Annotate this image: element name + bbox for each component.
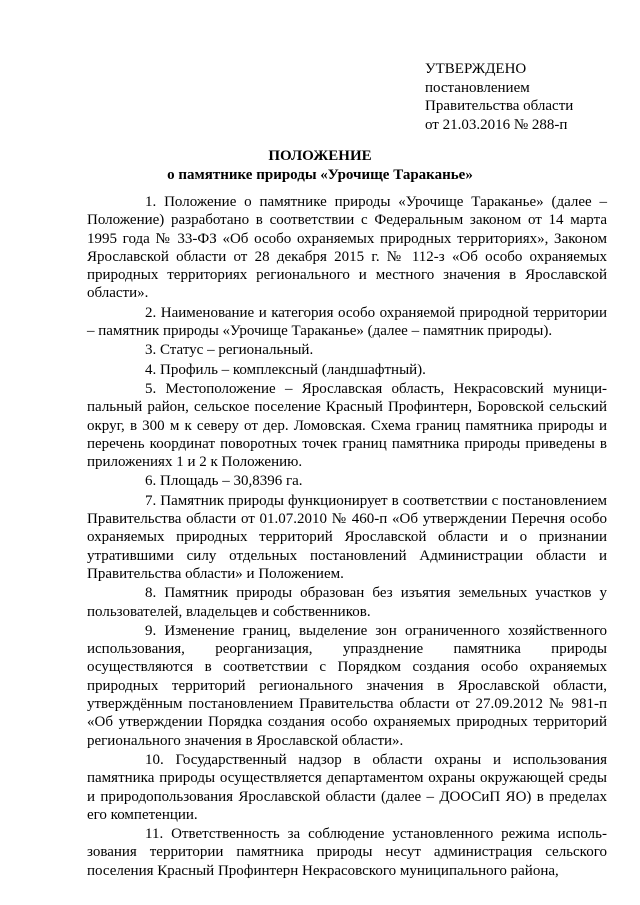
approval-line: Правительства области bbox=[425, 98, 574, 114]
paragraph-6: 6. Площадь – 30,8396 га. bbox=[145, 473, 303, 490]
paragraph-11: 11. Ответственность за соблюдение установленного режима использования территории памятника природы несут администрация сельского поселения Красный Профинтерн Некрасовского муниципального района, bbox=[87, 826, 607, 879]
approval-line: постановлением bbox=[425, 79, 530, 96]
document-body bbox=[87, 193, 607, 880]
paragraph-2: 2. Наименование и категория особо охраняемой природной территории – памятник природы «Урочище Тараканье» (далее – памятник природы). bbox=[87, 304, 607, 340]
title-main: ПОЛОЖЕНИЕ bbox=[268, 148, 372, 164]
paragraph-7: 7. Памятник природы функционирует в соответствии с постановлением Правительства области от 01.07.2010 № 460-п «Об утверждении Перечня особо охраняемых природных территорий Ярославской области и о признании утратившими силу отдельных постановлений Администрации области и Правительства области» и Положением. bbox=[87, 492, 607, 582]
paragraph-10: 10. Государственный надзор в области охраны и использования памятника природы осуществляется департаментом охраны окружающей среды и природопользования Ярославской области (далее – ДООСиП ЯО) в пределах его компетенции. bbox=[87, 751, 607, 823]
approval-date: от 21.03.2016 № 288-п bbox=[425, 116, 568, 133]
paragraph-3: 3. Статус – региональный. bbox=[145, 342, 314, 359]
approval-heading: УТВЕРЖДЕНО bbox=[425, 61, 527, 77]
title-subtitle: о памятнике природы «Урочище Тараканье» bbox=[167, 167, 473, 183]
document-title bbox=[0, 147, 640, 185]
paragraph-8: 8. Памятник природы образован без изъятия земельных участков у пользователей, владельцев и собственников. bbox=[87, 585, 607, 620]
paragraph-1: 1. Положение о памятнике природы «Урочище Тараканье» (далее – Положение) разработано в соответствии с Федеральным законом от 14 марта 1995 года № 33-ФЗ «Об особо охраняемых природных территориях», Законом Ярославской области от 28 декабря 2015 г. № 112-з «Об особо охраняемых природных территориях регионального и местного значения в Ярославской области». bbox=[87, 194, 607, 302]
paragraph-5: 5. Местоположение – Ярославская область, Некрасовский муниципальный район, сельское поселение Красный Профинтерн, Боровской сельский округ, в 300 м к северу от дер. Ломовская. Схема границ памятника природы и перечень координат поворотных точек границ памятника природы приведены в приложениях 1 и 2 к Положению. bbox=[87, 380, 607, 471]
paragraph-4: 4. Профиль – комплексный (ландшафтный). bbox=[145, 361, 426, 378]
approval-stamp bbox=[425, 60, 625, 134]
paragraph-9: 9. Изменение границ, выделение зон ограниченного хозяйственного использования, реорганизация, упразднение памятника природы осуществляются в соответствии с Порядком создания особо охраняемых природных территорий регионального значения в Ярославской области, утверждённым постановлением Правительства области от 27.09.2012 № 981-п «Об утверждении Порядка создания особо охраняемых природных территорий регионального значения в Ярославской области». bbox=[87, 622, 607, 749]
